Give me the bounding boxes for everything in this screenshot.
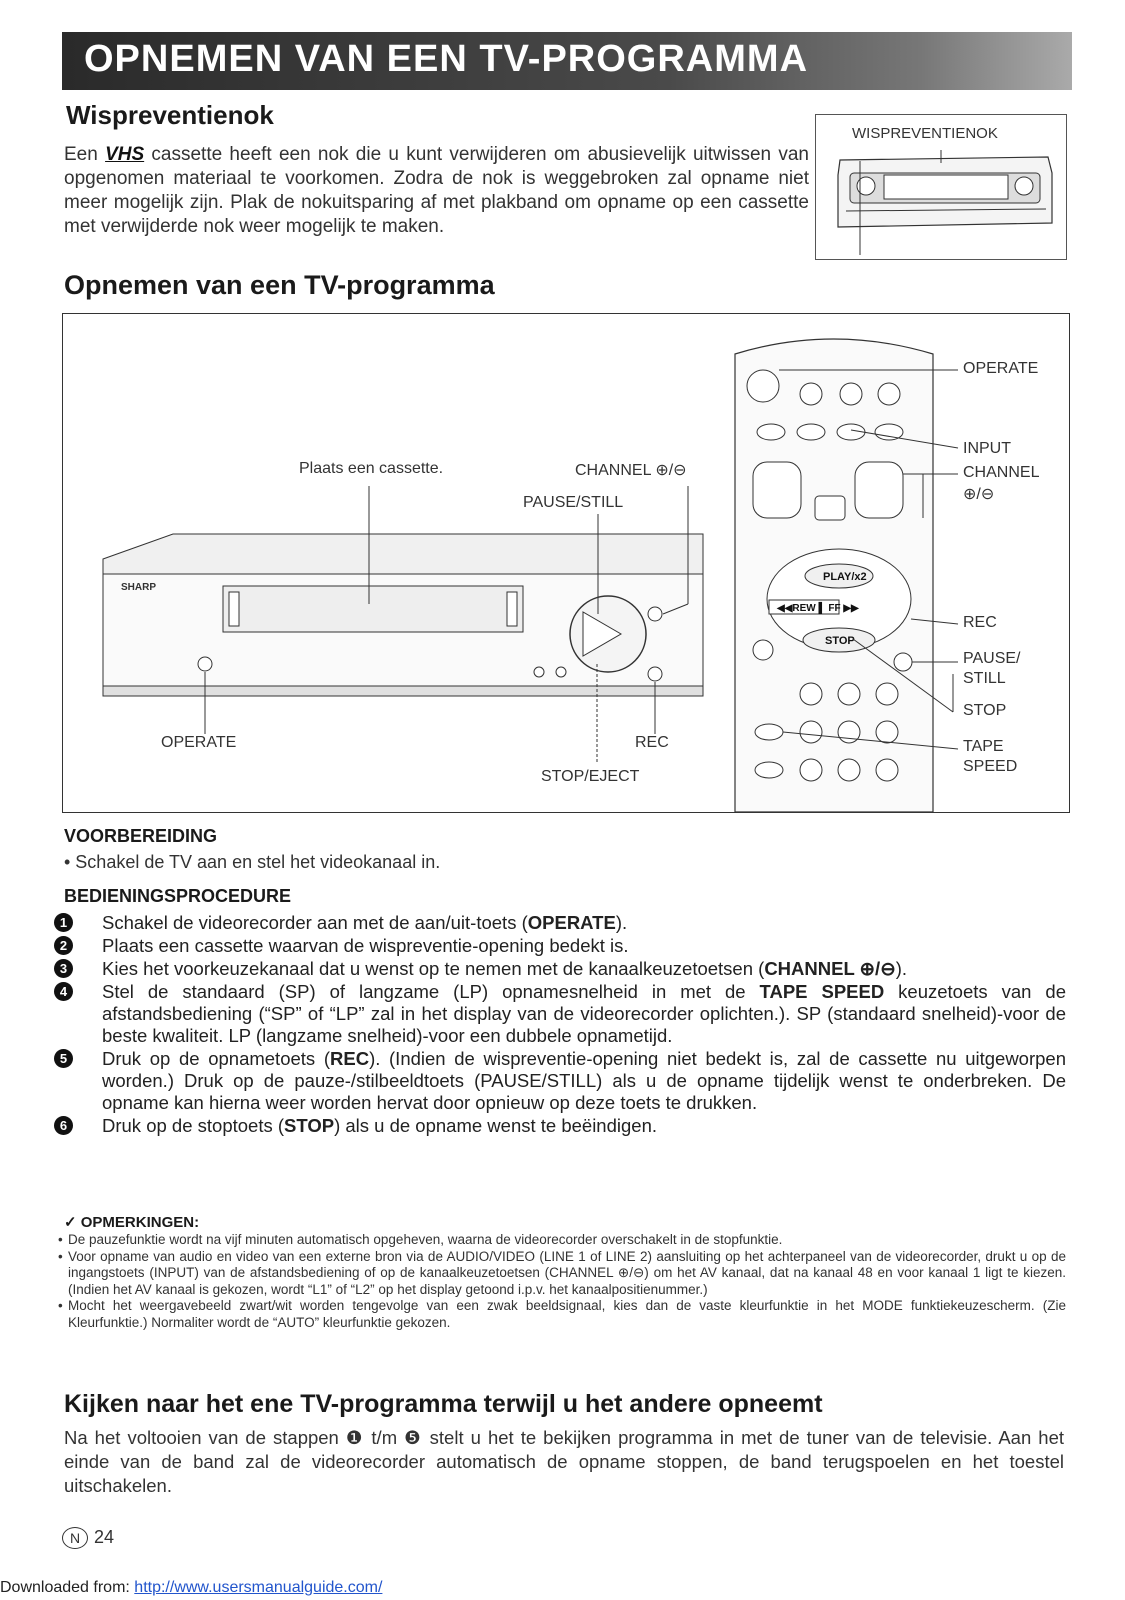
procedure-steps — [54, 912, 1066, 1138]
step-number: 5 — [54, 1049, 73, 1068]
vcr-remote-figure — [62, 313, 1070, 813]
vcr-illustration — [103, 486, 703, 764]
svg-text:STOP: STOP — [825, 635, 855, 647]
page-mark: N — [62, 1527, 88, 1549]
label-rec: REC — [635, 734, 669, 751]
wisp-heading: Wispreventienok — [66, 100, 274, 130]
procedure-step: 1 Schakel de videorecorder aan met de aan/uit-toets (OPERATE). — [54, 912, 1066, 934]
vhs-logo: VHS — [105, 144, 145, 165]
bediening-title: BEDIENINGSPROCEDURE — [64, 886, 292, 906]
wisp-figure-label: WISPREVENTIENOK — [852, 125, 998, 142]
step-number: 4 — [54, 982, 73, 1001]
svg-text:PLAY/x2: PLAY/x2 — [823, 571, 867, 583]
cassette-drawing — [816, 115, 1066, 259]
section-heading-kijken: Kijken naar het ene TV-programma terwijl u het andere opneemt — [64, 1390, 823, 1418]
remote-label-channel-sign: ⊕/⊖ — [963, 486, 995, 503]
opmerkingen-title: ✓ OPMERKINGEN: — [64, 1214, 200, 1231]
label-channel: CHANNEL ⊕/⊖ — [575, 462, 687, 479]
procedure-step: 3 Kies het voorkeuzekanaal dat u wenst op te nemen met de kanaalkeuzetoetsen (CHANNEL ⊕/⊖). — [54, 958, 1066, 980]
voorbereiding-title: VOORBEREIDING — [64, 826, 218, 846]
remote-label-tape: TAPE — [963, 738, 1004, 755]
svg-text:SHARP: SHARP — [121, 582, 157, 593]
label-stop-eject: STOP/EJECT — [541, 768, 640, 785]
banner-title: OPNEMEN VAN EEN TV-PROGRAMMA — [84, 38, 809, 80]
remote-illustration — [735, 339, 958, 812]
download-footer: Downloaded from: http://www.usersmanualguide.com/ — [0, 1579, 383, 1596]
wisp-paragraph: Een VHS cassette heeft een nok die u kunt verwijderen om abusievelijk uitwissen van opgenomen materiaal te voorkomen. Zodra de nok is weggebroken zal opname niet meer mogelijk zijn. Plak de nokuitsparing af met plakband om opname op een cassette met verwijderde nok weer mogelijk te maken. — [64, 144, 809, 237]
procedure-step: 6 Druk op de stoptoets (STOP) als u de opname wenst te beëindigen. — [54, 1115, 1066, 1137]
procedure-step: 4 Stel de standaard (SP) of langzame (LP) opnamesnelheid in met de TAPE SPEED keuzetoets van de afstandsbediening (“SP” of “LP” zal in het display van de videorecorder oplichten.). SP (standaard snelheid)-voor de beste kwaliteit. LP (langzame snelheid)-voor een dubbele opnametijd. — [54, 981, 1066, 1047]
opmerkingen-notes — [58, 1232, 1066, 1331]
note-item: • De pauzefunktie wordt na vijf minuten automatisch opgeheven, waarna de videorecorder overschakelt in de stopfunktie. — [58, 1232, 1066, 1249]
label-pause-still: PAUSE/STILL — [523, 494, 624, 511]
page-number: N 24 — [62, 1527, 114, 1549]
remote-label-still: STILL — [963, 670, 1006, 687]
label-plaats-cassette: Plaats een cassette. — [299, 460, 444, 477]
remote-label-input: INPUT — [963, 440, 1011, 457]
step-number: 3 — [54, 959, 73, 978]
page-banner — [62, 32, 1072, 90]
wisp-figure — [815, 114, 1067, 260]
svg-text:◀◀REW ▌ FF ▶▶: ◀◀REW ▌ FF ▶▶ — [777, 603, 859, 614]
procedure-step: 5 Druk op de opnametoets (REC). (Indien de wispreventie-opening niet bedekt is, zal de cassette nu uitgeworpen worden.) Druk op de pauze-/stilbeeldtoets (PAUSE/STILL) als u de opname tijdelijk wenst te onderbreken. De opname kan hierna weer worden hervat door opnieuw op deze toets te drukken. — [54, 1048, 1066, 1114]
label-operate: OPERATE — [161, 734, 237, 751]
step-number: 6 — [54, 1116, 73, 1135]
section-heading-opnemen: Opnemen van een TV-programma — [64, 270, 495, 300]
remote-label-rec: REC — [963, 614, 997, 631]
voorbereiding-text: • Schakel de TV aan en stel het videokanaal in. — [64, 852, 441, 872]
remote-label-channel: CHANNEL — [963, 464, 1040, 481]
download-link[interactable]: http://www.usersmanualguide.com/ — [134, 1579, 383, 1596]
procedure-step: 2 Plaats een cassette waarvan de wispreventie-opening bedekt is. — [54, 935, 1066, 957]
note-item: • Mocht het weergavebeeld zwart/wit worden tengevolge van een zwak beeldsignaal, kies dan de vaste kleurfunktie in het MODE funktiekeuzescherm. (Zie Kleurfunktie.) Normaliter wordt de “AUTO” kleurfunktie gekozen. — [58, 1298, 1066, 1331]
remote-label-speed: SPEED — [963, 758, 1018, 775]
remote-label-operate: OPERATE — [963, 360, 1039, 377]
remote-label-pause: PAUSE/ — [963, 650, 1021, 667]
kijken-paragraph: Na het voltooien van de stappen ❶ t/m ❺ stelt u het te bekijken programma in met de tuner van de televisie. Aan het einde van de band zal de videorecorder automatisch de opname stoppen, de band terugspoelen en het toestel uitschakelen. — [64, 1427, 1064, 1496]
step-number: 2 — [54, 936, 73, 955]
remote-label-stop: STOP — [963, 702, 1007, 719]
note-item: • Voor opname van audio en video van een externe bron via de AUDIO/VIDEO (LINE 1 of LINE 2) aansluiting op het achterpaneel van de videorecorder, drukt u op de ingangstoets (INPUT) van de afstandsbediening of op de kanaalkeuzetoetsen (CHANNEL ⊕/⊖) om het AV kanaal, dat na kanaal 48 en voor kanaal 1 ligt te kiezen. (Indien het AV kanaal is gekozen, wordt “L1” of “L2” op het display getoond i.p.v. het kanaalpositienummer.) — [58, 1249, 1066, 1299]
step-number: 1 — [54, 913, 73, 932]
